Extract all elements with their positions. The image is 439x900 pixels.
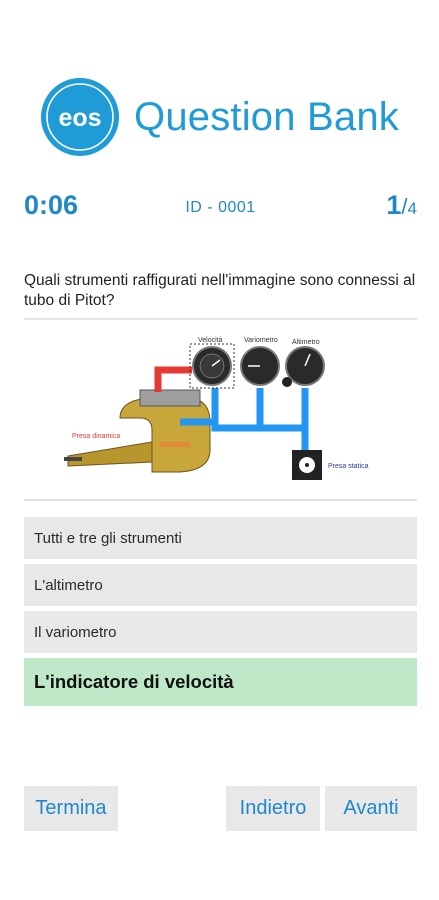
answer-option-2[interactable]	[24, 564, 417, 606]
total-questions: 4	[407, 199, 417, 218]
question-counter	[386, 190, 417, 221]
question-id: ID - 0001	[185, 199, 256, 216]
app-title: Question Bank	[134, 94, 399, 139]
svg-text:Variometro: Variometro	[244, 337, 278, 344]
answer-option-1[interactable]	[24, 517, 417, 559]
question-text: Quali strumenti raffigurati nell'immagine sono connessi al tubo di Pitot?	[24, 272, 416, 309]
svg-text:Altimetro: Altimetro	[292, 339, 320, 346]
answer-list	[24, 517, 417, 711]
divider-top	[24, 318, 417, 320]
answer-label: Tutti e tre gli strumenti	[34, 529, 182, 547]
counter-separator: /	[401, 194, 408, 219]
app-header	[40, 74, 420, 160]
answer-label: Il variometro	[34, 623, 117, 641]
timer: 0:06	[24, 190, 79, 220]
divider-bottom	[24, 499, 417, 501]
back-button[interactable]: Indietro	[226, 786, 320, 831]
answer-option-3[interactable]	[24, 611, 417, 653]
end-quiz-button[interactable]: Termina	[24, 786, 118, 831]
answer-label: L'indicatore di velocità	[34, 671, 234, 692]
eos-logo-icon	[40, 77, 120, 157]
next-button[interactable]: Avanti	[325, 786, 417, 831]
svg-text:Presa statica: Presa statica	[328, 463, 369, 470]
quiz-status-bar	[24, 190, 417, 226]
svg-text:eos: eos	[58, 104, 102, 132]
svg-text:Presa dinamica: Presa dinamica	[72, 433, 121, 440]
svg-text:Velocità: Velocità	[198, 337, 223, 344]
answer-label: L'altimetro	[34, 576, 103, 594]
current-question-number: 1	[386, 190, 402, 220]
pitot-diagram-image	[60, 330, 390, 490]
answer-option-4-selected[interactable]	[24, 658, 417, 706]
